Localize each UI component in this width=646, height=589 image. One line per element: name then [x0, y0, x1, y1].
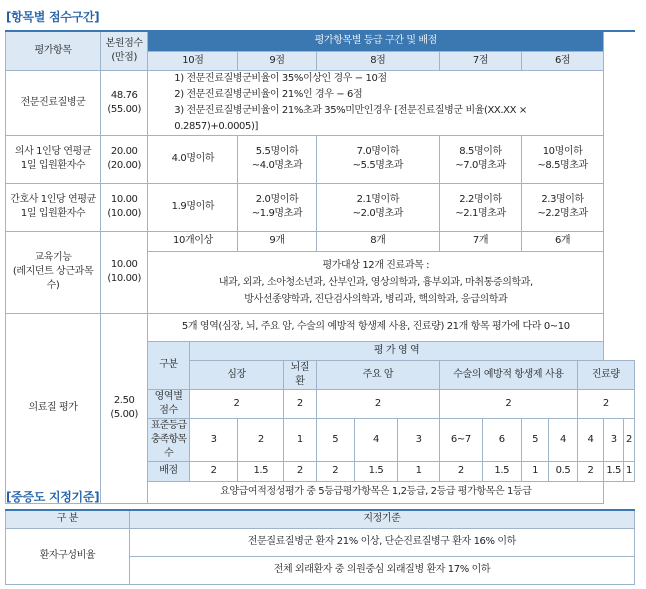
row-nurse-score: 10.00 (10.00)	[101, 183, 148, 231]
points-value: 2	[284, 461, 316, 481]
points-value: 1.5	[355, 461, 398, 481]
std-value: 2	[238, 418, 284, 461]
row-education-grade-9: 9개	[238, 231, 316, 251]
row-nurse-grade-9: 2.0명이하 ~1.9명초과	[238, 183, 316, 231]
std-value: 4	[549, 418, 577, 461]
std-value: 4	[355, 418, 398, 461]
row-education-score: 10.00 (10.00)	[101, 231, 148, 313]
row-doctor-grade-7: 8.5명이하 ~7.0명초과	[440, 135, 522, 183]
std-value: 5	[521, 418, 549, 461]
header-grade-9: 9점	[238, 51, 316, 70]
row-education-name: 교육기능 (레지던트 상근과목수)	[6, 231, 101, 313]
header-score: 본원점수 (만점)	[101, 31, 148, 70]
header-grade-6: 6점	[521, 51, 603, 70]
severity-criterion: 전체 외래환자 중 의원중심 외래질병 환자 17% 이하	[129, 556, 634, 584]
points-value: 1.5	[604, 461, 624, 481]
area-cancer: 주요 암	[316, 360, 440, 389]
row-doctor-grade-6: 10명이하 ~8.5명초과	[521, 135, 603, 183]
row-education-grade-8: 8개	[316, 231, 440, 251]
row-specialty-rules: 1) 전문진료질병군비율이 35%이상인 경우 − 10점 2) 전문진료질병군비율이 21%인 경우 − 6점 3) 전문진료질병군비율이 21%초과 35%미만인경우 [전문진료질병군 비율(XX.XX × 0.2857)+0.0005)]	[148, 70, 604, 135]
points-value: 0.5	[549, 461, 577, 481]
area-antibiotics: 수술의 예방적 항생제 사용	[440, 360, 577, 389]
row-specialty-score: 48.76 (55.00)	[101, 70, 148, 135]
std-value: 6~7	[440, 418, 482, 461]
std-value: 6	[482, 418, 521, 461]
points-value: 1.5	[482, 461, 521, 481]
area-score-antibiotics: 2	[440, 389, 577, 418]
points-value: 1.5	[238, 461, 284, 481]
row-education-grade-6: 6개	[521, 231, 603, 251]
area-score-label: 영역별 점수	[148, 389, 190, 418]
row-education-desc: 평가대상 12개 진료과목 : 내과, 외과, 소아청소년과, 산부인과, 영상의학과, 흉부외과, 마취통증의학과, 방사선종양학과, 진단검사의학과, 병리과, 핵의학과, 응급의학과	[148, 251, 604, 313]
severity-header-criteria: 지정기준	[129, 510, 634, 528]
section-title-severity-criteria: [중증도 지정기준]	[6, 490, 100, 504]
area-score-heart: 2	[189, 389, 283, 418]
row-nurse-grade-6: 2.3명이하 ~2.2명초과	[521, 183, 603, 231]
points-value: 2	[316, 461, 355, 481]
row-doctor-grade-9: 5.5명이하 ~4.0명초과	[238, 135, 316, 183]
row-nurse-grade-8: 2.1명이하 ~2.0명초과	[316, 183, 440, 231]
points-label: 배점	[148, 461, 190, 481]
row-nurse-name: 간호사 1인당 연평균 1일 입원환자수	[6, 183, 101, 231]
area-score-cancer: 2	[316, 389, 440, 418]
section-title-score-ranges: [항목별 점수구간]	[6, 10, 100, 24]
row-education-grade-7: 7개	[440, 231, 522, 251]
points-value: 2	[440, 461, 482, 481]
row-education-grade-10: 10개이상	[148, 231, 238, 251]
score-range-table	[5, 30, 635, 504]
area-heart: 심장	[189, 360, 283, 389]
std-label: 표준등급 충족항목수	[148, 418, 190, 461]
severity-header-category: 구 분	[6, 510, 130, 528]
area-volume: 진료량	[577, 360, 634, 389]
row-nurse-grade-10: 1.9명이하	[148, 183, 238, 231]
points-value: 2	[577, 461, 604, 481]
row-quality-name: 의료질 평가	[6, 313, 101, 503]
quality-area-title: 평 가 영 역	[189, 341, 603, 360]
row-doctor-grade-10: 4.0명이하	[148, 135, 238, 183]
row-doctor-name: 의사 1인당 연평균 1일 입원환자수	[6, 135, 101, 183]
row-specialty-name: 전문진료질병군	[6, 70, 101, 135]
area-brain: 뇌질환	[284, 360, 316, 389]
std-value: 1	[284, 418, 316, 461]
row-doctor-grade-8: 7.0명이하 ~5.5명초과	[316, 135, 440, 183]
quality-footnote: 요양급여적정성평가 중 5등급평가항목은 1,2등급, 2등급 평가항목은 1등급	[148, 481, 604, 503]
std-value: 3	[189, 418, 238, 461]
row-doctor-score: 20.00 (20.00)	[101, 135, 148, 183]
std-value: 2	[624, 418, 635, 461]
header-grade-title: 평가항목별 등급 구간 및 배점	[148, 31, 604, 51]
std-value: 5	[316, 418, 355, 461]
quality-subheader-label: 구분	[148, 341, 190, 389]
severity-row-label: 환자구성비율	[6, 528, 130, 584]
points-value: 2	[189, 461, 238, 481]
points-value: 1	[624, 461, 635, 481]
header-grade-7: 7점	[440, 51, 522, 70]
std-value: 3	[397, 418, 439, 461]
row-quality-score: 2.50 (5.00)	[101, 313, 148, 503]
row-quality-intro: 5개 영역(심장, 뇌, 주요 암, 수술의 예방적 항생제 사용, 진료량) 21개 항목 평가에 다라 0~10	[148, 313, 604, 341]
header-item: 평가항목	[6, 31, 101, 70]
header-grade-10: 10점	[148, 51, 238, 70]
points-value: 1	[521, 461, 549, 481]
points-value: 1	[397, 461, 439, 481]
area-score-volume: 2	[577, 389, 634, 418]
severity-criteria-table	[5, 509, 635, 585]
header-grade-8: 8점	[316, 51, 440, 70]
std-value: 3	[604, 418, 624, 461]
area-score-brain: 2	[284, 389, 316, 418]
row-nurse-grade-7: 2.2명이하 ~2.1명초과	[440, 183, 522, 231]
std-value: 4	[577, 418, 604, 461]
severity-criterion: 전문질료질병군 환자 21% 이상, 단순진료질병구 환자 16% 이하	[129, 528, 634, 556]
